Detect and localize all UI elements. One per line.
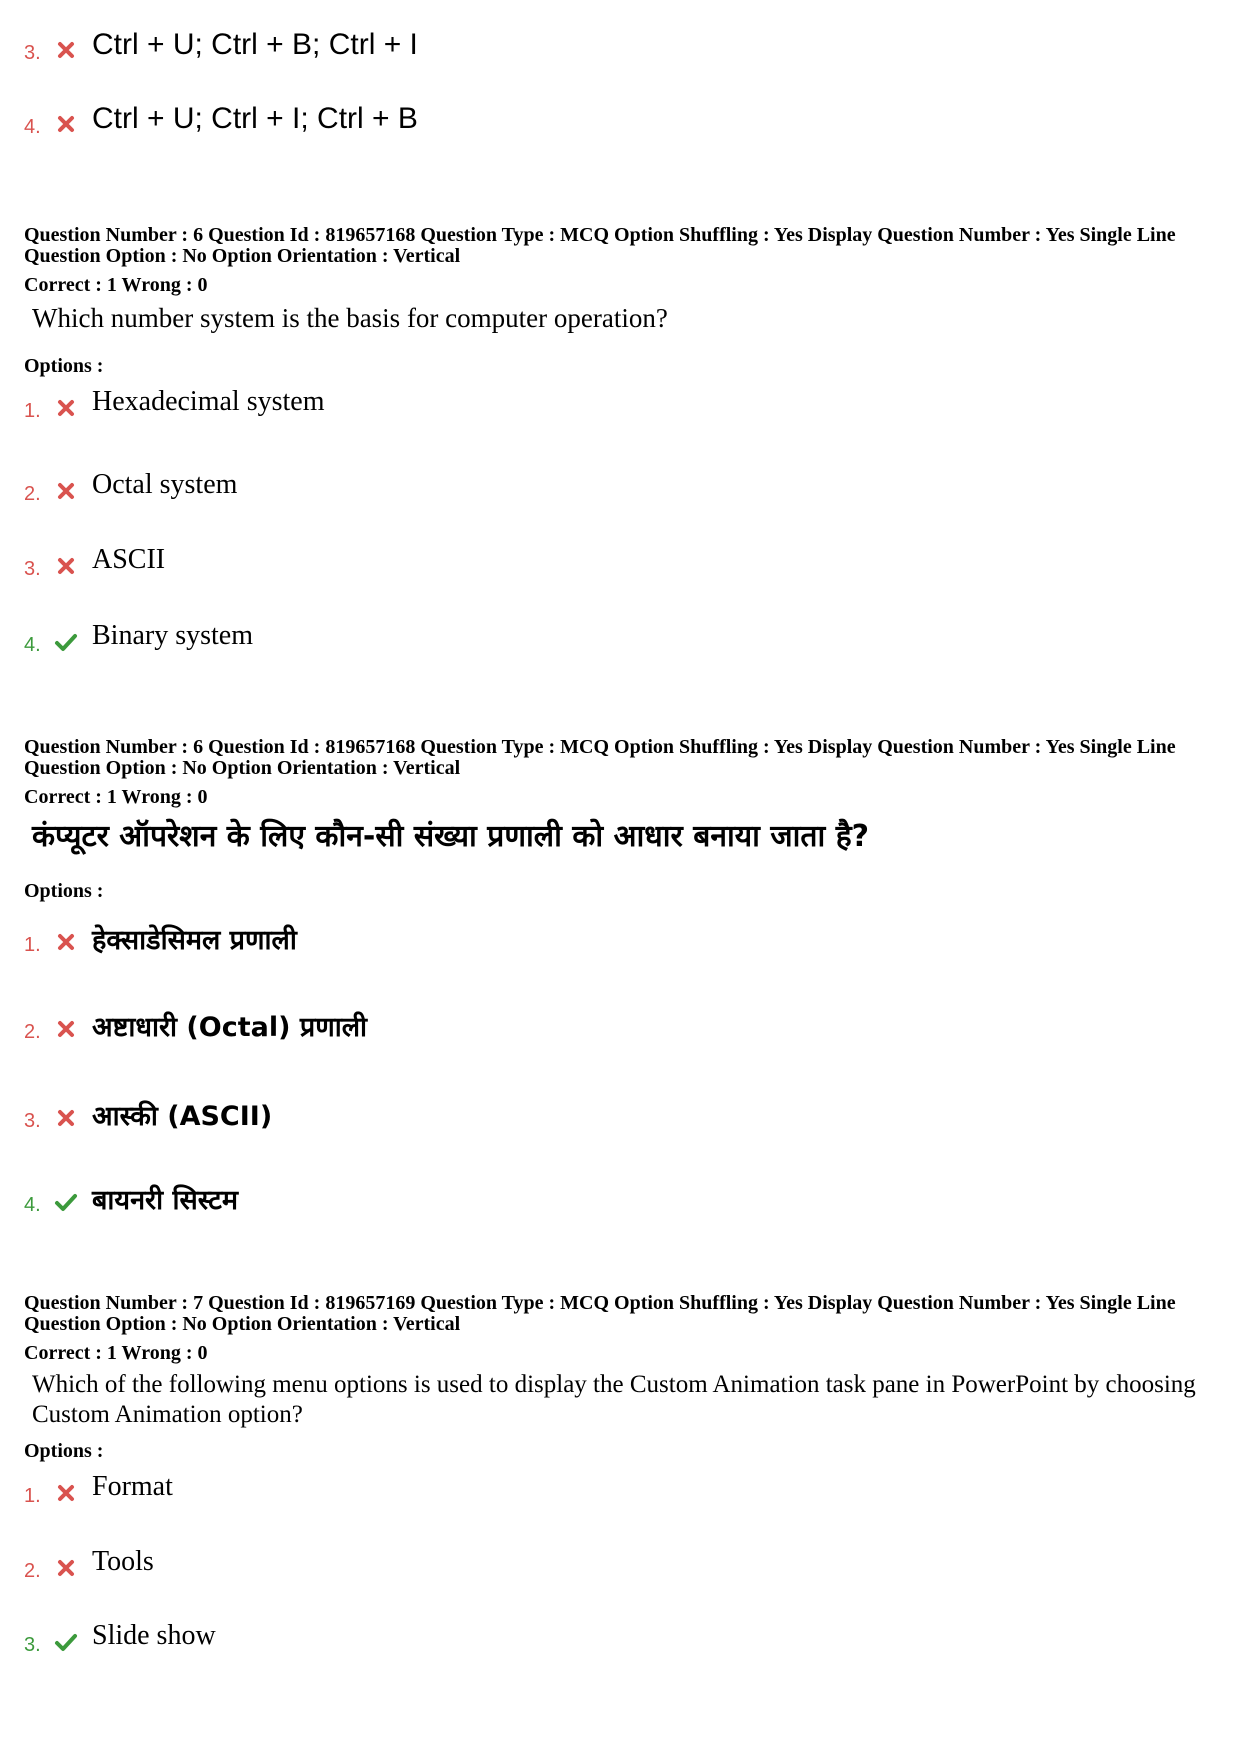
option-text: आस्की (ASCII) (92, 1101, 273, 1132)
option-text: Binary system (92, 620, 253, 651)
question-score: Correct : 1 Wrong : 0 (24, 274, 208, 296)
option-text: Octal system (92, 469, 238, 500)
question-score: Correct : 1 Wrong : 0 (24, 1342, 208, 1364)
check-icon (54, 1190, 78, 1214)
question-text: कंप्यूटर ऑपरेशन के लिए कौन-सी संख्या प्रणाली को आधार बनाया जाता है? (32, 819, 870, 854)
cross-icon (54, 112, 78, 136)
check-icon (54, 630, 78, 654)
cross-icon (54, 38, 78, 62)
cross-icon (54, 1017, 78, 1041)
cross-icon (54, 1106, 78, 1130)
question-meta: Question Number : 6 Question Id : 819657168 Question Type : MCQ Option Shuffling : Yes Display Question Number : Yes Single Line Question Option : No Option Orientation : Vertical (24, 224, 1176, 267)
question-meta: Question Number : 6 Question Id : 819657168 Question Type : MCQ Option Shuffling : Yes Display Question Number : Yes Single Line Question Option : No Option Orientation : Vertical (24, 736, 1176, 779)
cross-icon (54, 930, 78, 954)
option-number: 1. (24, 934, 41, 956)
option-number: 4. (24, 634, 41, 656)
option-number: 1. (24, 400, 41, 422)
option-number: 1. (24, 1485, 41, 1507)
cross-icon (54, 1556, 78, 1580)
options-label: Options : (24, 1440, 104, 1462)
option-text: Slide show (92, 1620, 216, 1651)
option-text: हेक्साडेसिमल प्रणाली (92, 925, 297, 956)
options-label: Options : (24, 880, 104, 902)
cross-icon (54, 554, 78, 578)
option-text: Ctrl + U; Ctrl + I; Ctrl + B (92, 102, 418, 135)
cross-icon (54, 396, 78, 420)
option-text: Format (92, 1471, 173, 1502)
option-text: Ctrl + U; Ctrl + B; Ctrl + I (92, 28, 418, 61)
option-text: Tools (92, 1546, 154, 1577)
question-text: Which of the following menu options is used to display the Custom Animation task pane in PowerPoint by choosing Custom Animation option? (32, 1371, 1196, 1428)
cross-icon (54, 479, 78, 503)
option-number: 4. (24, 1194, 41, 1216)
option-number: 3. (24, 42, 41, 64)
check-icon (54, 1630, 78, 1654)
option-number: 2. (24, 483, 41, 505)
options-label: Options : (24, 355, 104, 377)
option-text: ASCII (92, 544, 166, 575)
option-number: 2. (24, 1560, 41, 1582)
question-meta: Question Number : 7 Question Id : 819657169 Question Type : MCQ Option Shuffling : Yes Display Question Number : Yes Single Line Question Option : No Option Orientation : Vertical (24, 1292, 1176, 1335)
option-number: 2. (24, 1021, 41, 1043)
option-number: 4. (24, 116, 41, 138)
option-number: 3. (24, 558, 41, 580)
option-number: 3. (24, 1634, 41, 1656)
option-text: Hexadecimal system (92, 386, 325, 417)
option-number: 3. (24, 1110, 41, 1132)
option-text: बायनरी सिस्टम (92, 1185, 238, 1216)
cross-icon (54, 1481, 78, 1505)
question-score: Correct : 1 Wrong : 0 (24, 786, 208, 808)
question-text: Which number system is the basis for computer operation? (32, 303, 668, 333)
option-text: अष्टाधारी (Octal) प्रणाली (92, 1012, 368, 1043)
